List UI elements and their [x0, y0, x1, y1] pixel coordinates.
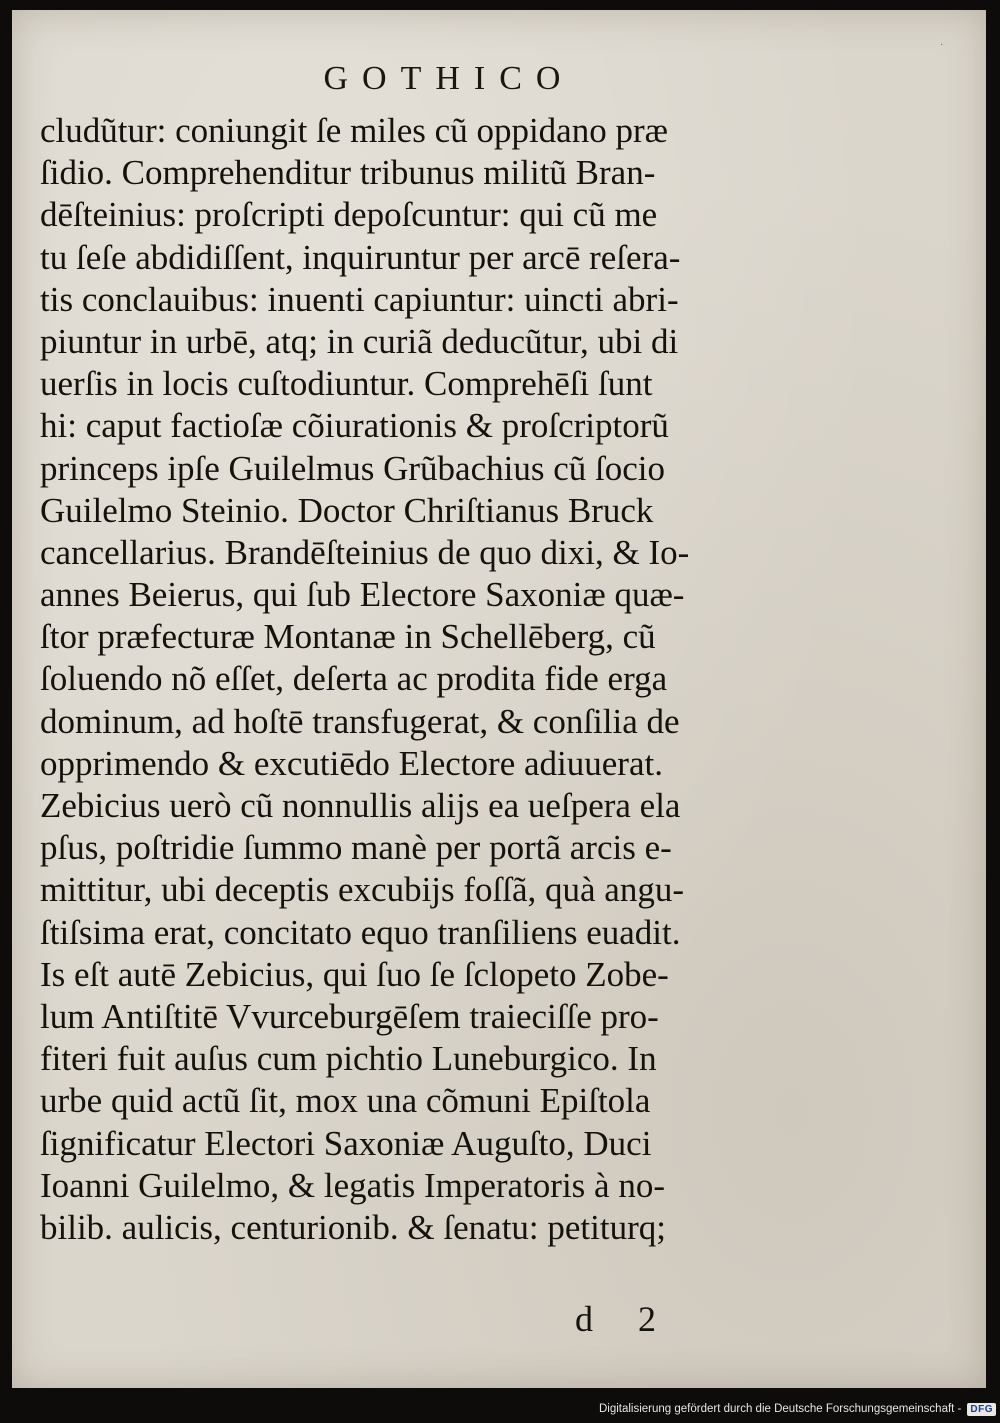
digitization-footer [599, 1397, 996, 1421]
text-line: ſoluendo nõ eſſet, deſerta ac prodita fide erga [40, 659, 668, 699]
text-line: Guilelmo Steinio. Doctor Chriſtianus Bruck [40, 490, 654, 530]
text-line: ſtor præfecturæ Montanæ in Schellēberg, cũ [40, 617, 656, 657]
text-line: ſtiſsima erat, concitato equo tranſiliens euadit. [40, 912, 681, 952]
text-line: ſignificatur Electori Saxoniæ Auguſto, Duci [40, 1123, 652, 1163]
corner-mark-icon: · [940, 40, 944, 51]
text-line: hi: caput factioſæ cõiurationis & proſcriptorũ [40, 406, 669, 446]
text-line: ſidio. Comprehenditur tribunus militũ Bran- [40, 153, 656, 193]
text-line: dominum, ad hoſtē transfugerat, & conſilia de [40, 701, 680, 741]
text-line: tu ſeſe abdidiſſent, inquiruntur per arcē reſera- [40, 237, 681, 277]
running-title: GOTHICO [323, 60, 575, 97]
text-line: Is eſt autē Zebicius, qui ſuo ſe ſclopeto Zobe- [40, 954, 669, 994]
text-line: opprimendo & excutiēdo Electore adiuuerat. [40, 743, 663, 783]
text-line: cancellarius. Brandēſteinius de quo dixi, & Io- [40, 532, 690, 572]
text-line: annes Beierus, qui ſub Electore Saxoniæ quæ- [40, 575, 685, 615]
text-line: fiteri fuit auſus cum pichtio Luneburgico. In [40, 1039, 657, 1079]
text-line: pſus, poſtridie ſummo manè per portã arcis e- [40, 828, 672, 868]
text-line: lum Antiſtitē Vvurceburgēſem traieciſſe pro- [40, 996, 659, 1036]
text-line: tis conclauibus: inuenti capiuntur: uincti abri- [40, 279, 679, 319]
text-line: princeps ipſe Guilelmus Grũbachius cũ ſocio [40, 448, 665, 488]
book-page [12, 10, 986, 1388]
text-line: Zebicius uerò cũ nonnullis alijs ea ueſpera ela [40, 786, 681, 825]
text-line: mittitur, ubi deceptis excubijs foſſã, quà angu- [40, 870, 684, 910]
footer-credit: Digitalisierung gefördert durch die Deutsche Forschungsgemeinschaft - [598, 1403, 962, 1415]
dfg-logo-icon: DFG [967, 1403, 996, 1416]
body-text [40, 110, 800, 1249]
signature-mark: d 2 [575, 1299, 674, 1339]
text-line: cludũtur: coniungit ſe miles cũ oppidano præ [40, 111, 668, 150]
text-line: dēſteinius: proſcripti depoſcuntur: qui cũ me [40, 195, 658, 235]
text-line: bilib. aulicis, centurionib. & ſenatu: petiturq; [40, 1207, 666, 1247]
text-line: urbe quid actũ ſit, mox una cõmuni Epiſtola [40, 1081, 651, 1121]
text-line: piuntur in urbē, atq; in curiã deducũtur, ubi di [40, 321, 679, 361]
text-line: uerſis in locis cuſtodiuntur. Comprehēſi ſunt [40, 364, 653, 404]
text-line: Ioanni Guilelmo, & legatis Imperatoris à no- [40, 1165, 665, 1205]
